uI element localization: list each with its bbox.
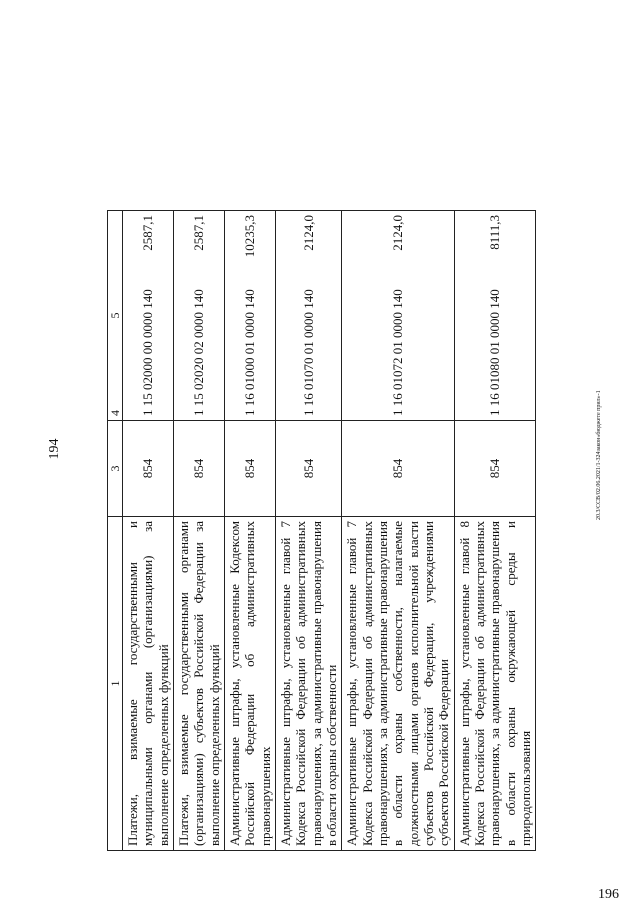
row-description: Платежи, взимаемые государственными и муниципальными органами (организациями) за выполнение определенных функций	[123, 517, 174, 851]
revenue-table	[107, 50, 536, 851]
row-description: Платежи, взимаемые государственными органами (организациями) субъектов Российской Федерации за выполнение определенных функций	[174, 517, 225, 851]
row-value: 8111,3	[454, 211, 536, 421]
page-number-top: 194	[47, 438, 62, 460]
row-description: Административные штрафы, установленные главой 7 Кодекса Российской Федерации об административных правонарушениях, за административные правонарушения в области охраны собственности	[276, 517, 342, 851]
row-admin-code: 854	[342, 421, 454, 517]
row-description: Административные штрафы, установленные Кодексом Российской Федерации об административных правонарушениях	[225, 517, 276, 851]
table-row: Административные штрафы, установленные главой 7 Кодекса Российской Федерации об административных правонарушениях, за административные правонарушения в области охраны собственности 854 1 16 01070 01 0000 140 2124,0	[276, 51, 342, 851]
table-row: Платежи, взимаемые государственными и муниципальными органами (организациями) за выполнение определенных функций 854 1 15 02000 00 0000 140 2587,1	[123, 51, 174, 851]
row-value: 10235,3	[225, 211, 276, 421]
row-admin-code: 854	[123, 421, 174, 517]
row-description: Административные штрафы, установленные главой 8 Кодекса Российской Федерации об административных правонарушениях, за административные правонарушения в области охраны окружающей среды и природопользования	[454, 517, 536, 851]
row-description: Административные штрафы, установленные главой 7 Кодекса Российской Федерации об административных правонарушениях, за административные правонарушения в области охраны собственности, налагаемые должностными лицами органов исполнительной власти субъектов Российской Федерации, учреждениями субъектов Российской Федерации	[342, 517, 454, 851]
row-value: 2587,1	[174, 211, 225, 421]
row-admin-code: 854	[454, 421, 536, 517]
row-value: 2124,0	[342, 211, 454, 421]
table-row: Административные штрафы, установленные главой 8 Кодекса Российской Федерации об административных правонарушениях, за административные правонарушения в области охраны окружающей среды и природопользования 854 1 16 01080 01 0000 140 8111,3	[454, 51, 536, 851]
row-admin-code: 854	[225, 421, 276, 517]
table-row: Платежи, взимаемые государственными органами (организациями) субъектов Российской Федерации за выполнение определенных функций 854 1 15 02020 02 0000 140 2587,1	[174, 51, 225, 851]
row-admin-code: 854	[174, 421, 225, 517]
rotated-table-container	[107, 51, 587, 851]
row-value: 2587,1	[123, 211, 174, 421]
header-col-1: 1	[108, 517, 123, 851]
row-value: 2124,0	[276, 211, 342, 421]
header-col-3: 3	[108, 421, 123, 517]
table-row: Административные штрафы, установленные главой 7 Кодекса Российской Федерации об административных правонарушениях, за административные правонарушения в области охраны собственности, налагаемые должностными лицами органов исполнительной власти субъектов Российской Федерации, учреждениями субъектов Российской Федерации 854 1 16 01072 01 0000 140 2124,0	[342, 51, 454, 851]
row-admin-code: 854	[276, 421, 342, 517]
table-header-row: 1 3 4 5	[108, 51, 123, 851]
header-col-5: 5	[108, 211, 123, 421]
footer-file-code: 20.3/CCB/02.06.2021/1-324закон«бюджете прил»-1	[596, 390, 602, 520]
page-number-bottom: 196	[598, 887, 619, 902]
table-row: Административные штрафы, установленные Кодексом Российской Федерации об административных правонарушениях 854 1 16 01000 01 0000 140 10235,3	[225, 51, 276, 851]
